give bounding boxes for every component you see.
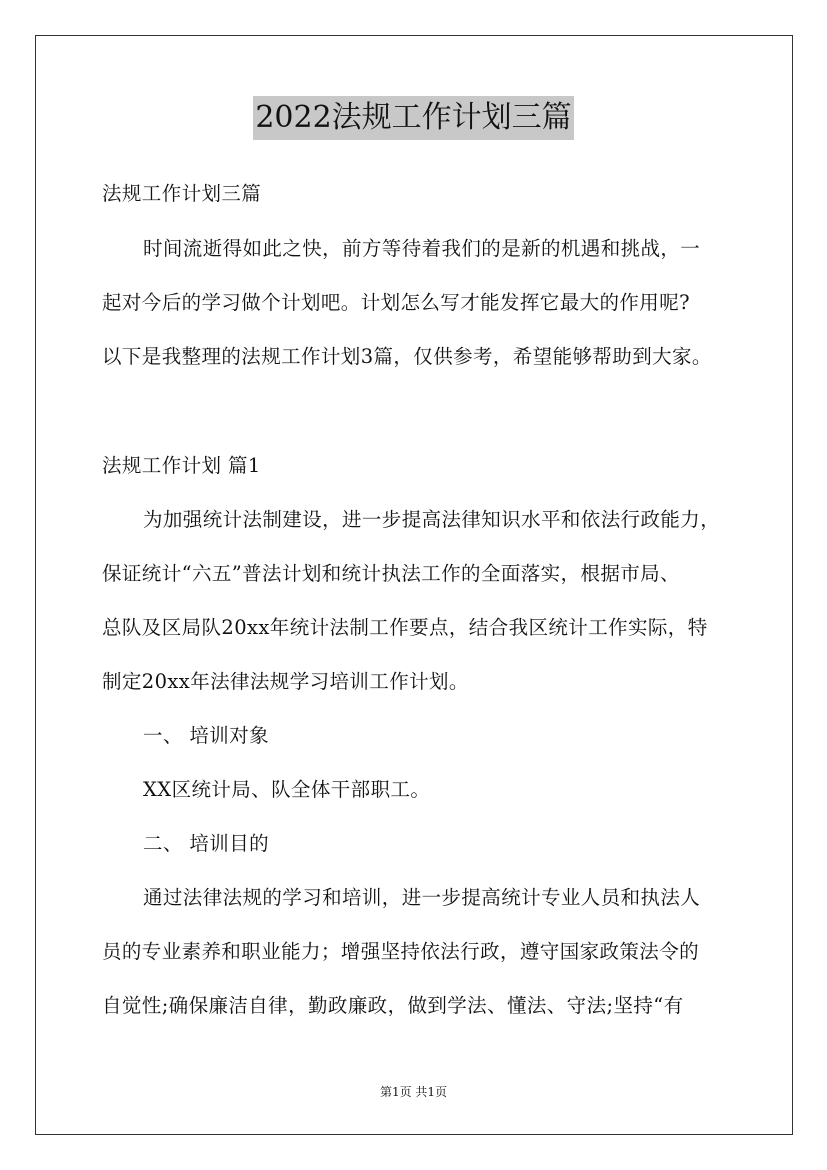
title-container (0, 96, 827, 140)
paragraph-line: 为加强统计法制建设，进一步提高法律知识水平和依法行政能力， (143, 508, 721, 531)
document-title: 2022法规工作计划三篇 (253, 96, 573, 140)
paragraph-line: XX区统计局、队全体干部职工。 (143, 778, 431, 801)
paragraph-line: 通过法律法规的学习和培训，进一步提高统计专业人员和执法人 (143, 886, 701, 909)
paragraph-line: 总队及区局队20xx年统计法制工作要点，结合我区统计工作实际，特 (102, 616, 708, 639)
paragraph-line: 保证统计“六五”普法计划和统计执法工作的全面落实，根据市局、 (102, 562, 680, 585)
paragraph-line: 自觉性;确保廉洁自律，勤政廉政，做到学法、懂法、守法;坚持“有 (102, 994, 684, 1017)
paragraph-line: 制定20xx年法律法规学习培训工作计划。 (102, 670, 469, 693)
paragraph-line: 时间流逝得如此之快，前方等待着我们的是新的机遇和挑战，一 (143, 237, 701, 260)
section-heading: 法规工作计划 篇1 (102, 454, 261, 477)
list-heading: 二、 培训目的 (143, 832, 269, 855)
paragraph-line: 员的专业素养和职业能力；增强坚持依法行政，遵守国家政策法令的 (102, 940, 700, 963)
list-heading: 一、 培训对象 (143, 724, 269, 747)
paragraph-line: 起对今后的学习做个计划吧。计划怎么写才能发挥它最大的作用呢? (102, 291, 690, 314)
page-footer: 第1页 共1页 (379, 1085, 448, 1099)
paragraph-line: 以下是我整理的法规工作计划3篇，仅供参考，希望能够帮助到大家。 (102, 345, 712, 368)
section-heading: 法规工作计划三篇 (102, 182, 262, 205)
